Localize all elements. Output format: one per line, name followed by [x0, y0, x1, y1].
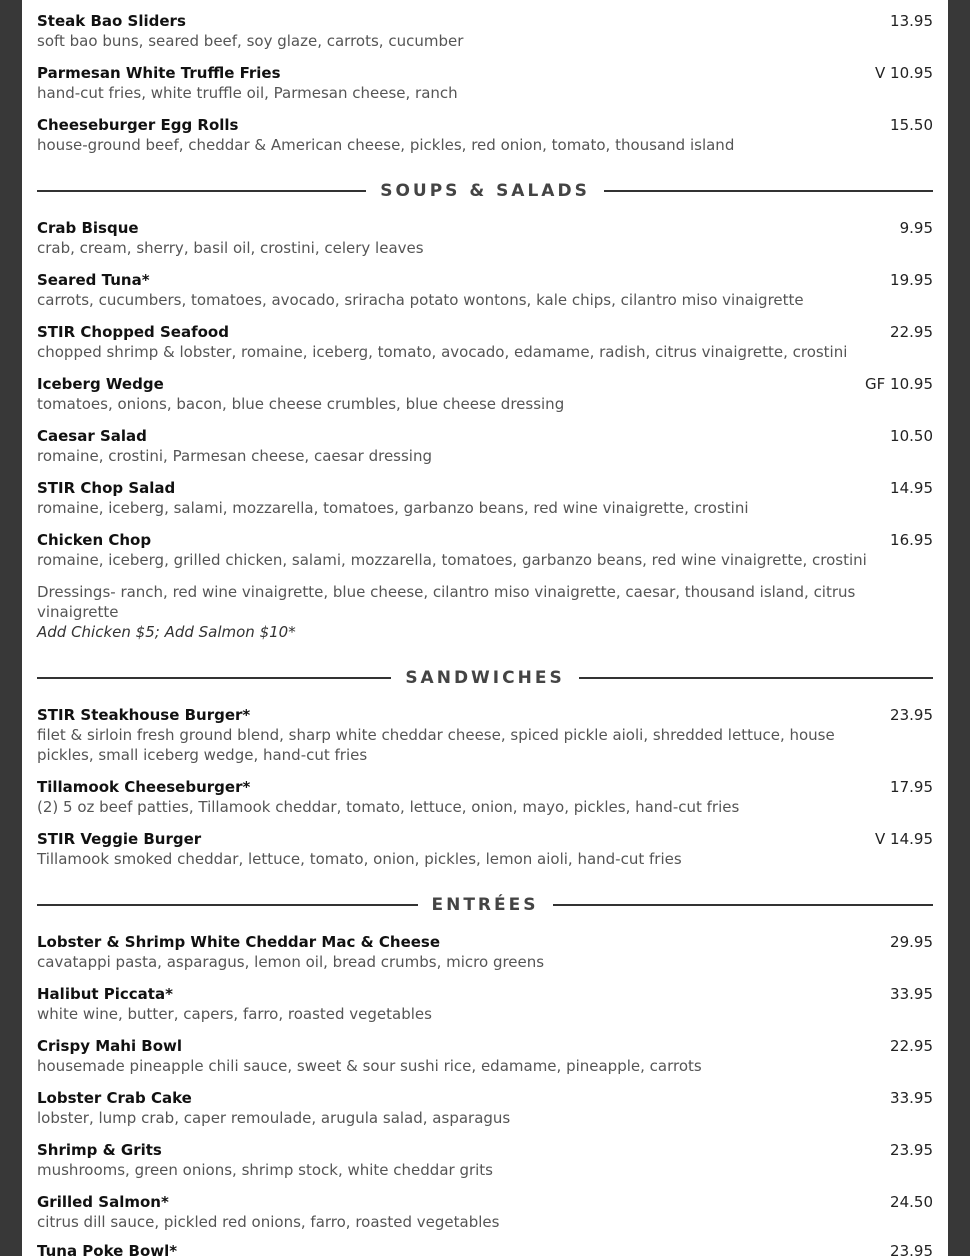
item-name: Seared Tuna*	[37, 271, 150, 289]
item-price: 23.95	[890, 1242, 933, 1256]
item-price: 10.50	[890, 427, 933, 445]
item-name: STIR Chop Salad	[37, 479, 176, 497]
item-price: 23.95	[890, 1141, 933, 1159]
item-price: GF 10.95	[865, 375, 933, 393]
item-price: 9.95	[899, 219, 933, 237]
item-name: Grilled Salmon*	[37, 1193, 169, 1211]
item-description: romaine, iceberg, salami, mozzarella, tomatoes, garbanzo beans, red wine vinaigrette, crostini	[37, 499, 749, 517]
menu-item-halibut-piccata	[37, 984, 933, 1024]
item-name: Lobster & Shrimp White Cheddar Mac & Cheese	[37, 933, 441, 951]
menu-item-steakhouse-burger	[37, 705, 933, 765]
item-price: 22.95	[890, 323, 933, 341]
item-price: 13.95	[890, 12, 933, 30]
item-description: soft bao buns, seared beef, soy glaze, carrots, cucumber	[37, 32, 464, 50]
divider	[553, 904, 934, 906]
item-price: 23.95	[890, 706, 933, 724]
item-name: Steak Bao Sliders	[37, 12, 186, 30]
menu-item-lobster-crab-cake	[37, 1088, 933, 1128]
item-name: STIR Steakhouse Burger*	[37, 706, 251, 724]
item-price: 33.95	[890, 985, 933, 1003]
menu-item-crispy-mahi-bowl	[37, 1036, 933, 1076]
item-description: crab, cream, sherry, basil oil, crostini, celery leaves	[37, 239, 424, 257]
section-title: SOUPS & SALADS	[380, 181, 590, 201]
item-name: Iceberg Wedge	[37, 375, 164, 393]
menu-item-seared-tuna	[37, 270, 933, 310]
divider	[37, 677, 391, 679]
addons-note: Add Chicken $5; Add Salmon $10*	[37, 623, 296, 641]
divider	[604, 190, 933, 192]
menu-page	[22, 0, 948, 1256]
item-price: 17.95	[890, 778, 933, 796]
menu-item-steak-bao-sliders	[37, 11, 933, 51]
divider	[579, 677, 933, 679]
item-name: Halibut Piccata*	[37, 985, 173, 1003]
menu-item-tillamook-cheeseburger	[37, 777, 933, 817]
item-description: lobster, lump crab, caper remoulade, arugula salad, asparagus	[37, 1109, 511, 1127]
section-header-sandwiches	[37, 665, 933, 691]
divider	[37, 904, 418, 906]
item-price: 29.95	[890, 933, 933, 951]
item-price: 33.95	[890, 1089, 933, 1107]
item-name: Caesar Salad	[37, 427, 147, 445]
item-price: 16.95	[890, 531, 933, 549]
menu-item-truffle-fries	[37, 63, 933, 103]
item-name: Tuna Poke Bowl*	[37, 1242, 178, 1256]
item-description: house-ground beef, cheddar & American cheese, pickles, red onion, tomato, thousand island	[37, 136, 735, 154]
dressings-list: Dressings- ranch, red wine vinaigrette, blue cheese, cilantro miso vinaigrette, caesar, thousand island, citrus vinaigrette	[37, 583, 856, 621]
menu-item-caesar-salad	[37, 426, 933, 466]
item-description: mushrooms, green onions, shrimp stock, white cheddar grits	[37, 1161, 493, 1179]
section-title: SANDWICHES	[405, 668, 565, 688]
item-description: Tillamook smoked cheddar, lettuce, tomato, onion, pickles, lemon aioli, hand-cut fries	[37, 850, 682, 868]
menu-item-iceberg-wedge	[37, 374, 933, 414]
item-description: chopped shrimp & lobster, romaine, iceberg, tomato, avocado, edamame, radish, citrus vinaigrette, crostini	[37, 343, 848, 361]
divider	[37, 190, 366, 192]
section-title: ENTRÉES	[431, 895, 539, 915]
item-name: Crispy Mahi Bowl	[37, 1037, 183, 1055]
item-price: 19.95	[890, 271, 933, 289]
item-description: tomatoes, onions, bacon, blue cheese crumbles, blue cheese dressing	[37, 395, 565, 413]
menu-item-egg-rolls	[37, 115, 933, 155]
item-name: Cheeseburger Egg Rolls	[37, 116, 239, 134]
item-price: 14.95	[890, 479, 933, 497]
item-name: STIR Veggie Burger	[37, 830, 202, 848]
menu-item-crab-bisque	[37, 218, 933, 258]
item-name: Chicken Chop	[37, 531, 152, 549]
item-description: filet & sirloin fresh ground blend, sharp white cheddar cheese, spiced pickle aioli, shredded lettuce, house pickles, small iceberg wedge, hand-cut fries	[37, 726, 835, 764]
item-price: V 10.95	[875, 64, 933, 82]
item-description: hand-cut fries, white truffle oil, Parmesan cheese, ranch	[37, 84, 458, 102]
menu-item-chop-salad	[37, 478, 933, 518]
menu-item-chicken-chop	[37, 530, 933, 570]
item-description: carrots, cucumbers, tomatoes, avocado, sriracha potato wontons, kale chips, cilantro miso vinaigrette	[37, 291, 804, 309]
dressings-note	[37, 582, 933, 642]
item-name: Parmesan White Truffle Fries	[37, 64, 281, 82]
menu-item-mac-cheese	[37, 932, 933, 972]
item-price: 15.50	[890, 116, 933, 134]
item-description: housemade pineapple chili sauce, sweet & sour sushi rice, edamame, pineapple, carrots	[37, 1057, 702, 1075]
menu-item-veggie-burger	[37, 829, 933, 869]
item-description: romaine, iceberg, grilled chicken, salami, mozzarella, tomatoes, garbanzo beans, red wine vinaigrette, crostini	[37, 551, 867, 569]
item-name: Crab Bisque	[37, 219, 139, 237]
item-name: Shrimp & Grits	[37, 1141, 162, 1159]
item-name: Tillamook Cheeseburger*	[37, 778, 251, 796]
item-price: 24.50	[890, 1193, 933, 1211]
menu-item-shrimp-grits	[37, 1140, 933, 1180]
menu-item-chopped-seafood	[37, 322, 933, 362]
item-description: white wine, butter, capers, farro, roasted vegetables	[37, 1005, 432, 1023]
item-price: 22.95	[890, 1037, 933, 1055]
menu-item-tuna-poke-bowl	[37, 1241, 933, 1256]
item-name: STIR Chopped Seafood	[37, 323, 229, 341]
item-description: citrus dill sauce, pickled red onions, farro, roasted vegetables	[37, 1213, 500, 1231]
section-header-entrees	[37, 892, 933, 918]
section-header-soups-salads	[37, 178, 933, 204]
item-description: cavatappi pasta, asparagus, lemon oil, bread crumbs, micro greens	[37, 953, 545, 971]
item-description: romaine, crostini, Parmesan cheese, caesar dressing	[37, 447, 432, 465]
item-description: (2) 5 oz beef patties, Tillamook cheddar, tomato, lettuce, onion, mayo, pickles, hand-cut fries	[37, 798, 740, 816]
item-name: Lobster Crab Cake	[37, 1089, 192, 1107]
menu-item-grilled-salmon	[37, 1192, 933, 1232]
item-price: V 14.95	[875, 830, 933, 848]
